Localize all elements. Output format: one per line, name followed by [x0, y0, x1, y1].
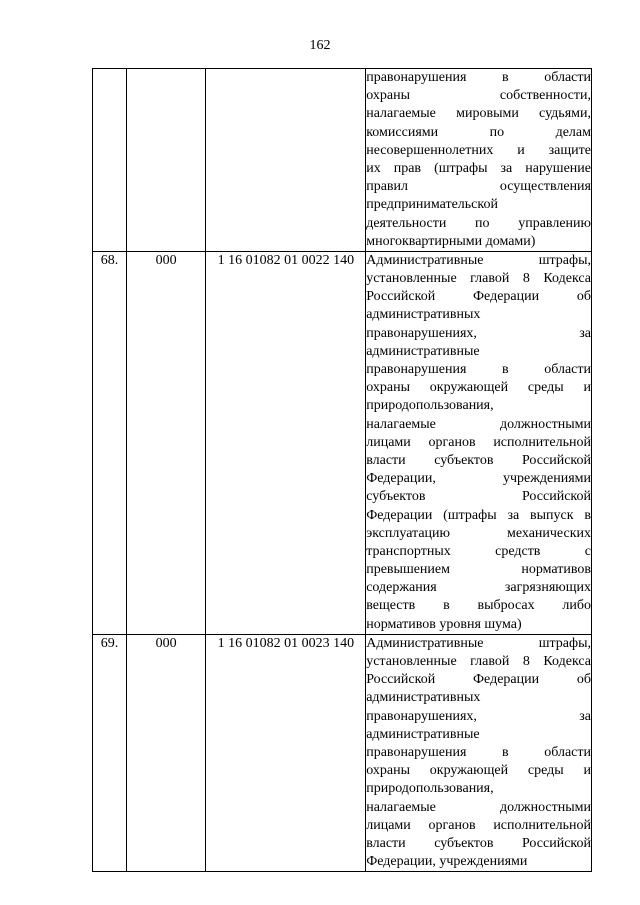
description-line: Федерации, учреждениями — [366, 854, 528, 870]
row-number — [93, 69, 127, 252]
admin-code: 000 — [126, 251, 206, 634]
description-line: Федерации, учреждениями — [366, 471, 591, 487]
description-line: превышением нормативов — [366, 562, 591, 578]
description-line: власти субъектов Российской — [366, 452, 591, 468]
income-description — [366, 251, 592, 634]
description-line: лицами органов исполнительной — [366, 434, 591, 450]
description-line: Федерации (штрафы за выпуск в — [366, 507, 591, 523]
description-line: предпринимательской — [366, 197, 498, 213]
description-line: административных — [366, 690, 481, 706]
description-line: правонарушениях, за — [366, 325, 591, 341]
kbk-table — [92, 68, 592, 872]
page-number: 162 — [309, 38, 331, 53]
description-line: налагаемые должностными — [366, 799, 591, 815]
description-line: установленные главой 8 Кодекса — [366, 271, 591, 287]
description-line: транспортных средств с — [366, 543, 591, 559]
description-line: власти субъектов Российской — [366, 835, 591, 851]
description-line: охраны собственности, — [366, 88, 591, 104]
description-line: эксплуатацию механических — [366, 525, 591, 541]
description-line: охраны окружающей среды и — [366, 763, 591, 779]
description-line: административных — [366, 307, 481, 323]
budget-classification-code: 1 16 01082 01 0023 140 — [206, 634, 366, 871]
description-line: правонарушения в области — [366, 362, 591, 377]
description-line: субъектов Российской — [366, 489, 591, 505]
description-line: налагаемые должностными — [366, 416, 591, 432]
description-line: налагаемые мировыми судьями, — [366, 106, 591, 122]
description-line: природопользования, — [366, 398, 494, 414]
description-line: комиссиями по делам — [366, 124, 591, 140]
description-line: многоквартирными домами) — [366, 233, 536, 249]
description-line: природопользования, — [366, 781, 494, 797]
table-row — [93, 69, 592, 252]
description-line: лицами органов исполнительной — [366, 817, 591, 833]
income-description — [366, 69, 592, 252]
admin-code: 000 — [126, 634, 206, 871]
description-line: установленные главой 8 Кодекса — [366, 654, 591, 669]
description-line: охраны окружающей среды и — [366, 380, 591, 396]
description-line: Российской Федерации об — [366, 672, 591, 688]
description-line: Российской Федерации об — [366, 289, 591, 305]
description-line: их прав (штрафы за нарушение — [366, 160, 591, 176]
description-line: правонарушения в области — [366, 744, 591, 760]
description-line: деятельности по управлению — [366, 215, 591, 231]
description-line: несовершеннолетних и защите — [366, 142, 591, 158]
description-line: административные — [366, 726, 480, 742]
table-row — [93, 634, 592, 871]
table-row — [93, 251, 592, 634]
description-line: Административные штрафы, — [366, 252, 591, 268]
description-line: административные — [366, 343, 480, 359]
admin-code — [126, 69, 206, 252]
row-number: 69. — [93, 634, 127, 871]
description-line: правонарушениях, за — [366, 708, 591, 724]
budget-classification-code — [206, 69, 366, 252]
row-number: 68. — [93, 251, 127, 634]
description-line: нормативов уровня шума) — [366, 616, 522, 632]
description-line: содержания загрязняющих — [366, 580, 591, 596]
income-description — [366, 634, 592, 871]
description-line: правонарушения в области — [366, 70, 591, 85]
description-line: правил осуществления — [366, 179, 591, 195]
budget-classification-code: 1 16 01082 01 0022 140 — [206, 251, 366, 634]
description-line: веществ в выбросах либо — [366, 598, 591, 614]
description-line: Административные штрафы, — [366, 635, 591, 651]
